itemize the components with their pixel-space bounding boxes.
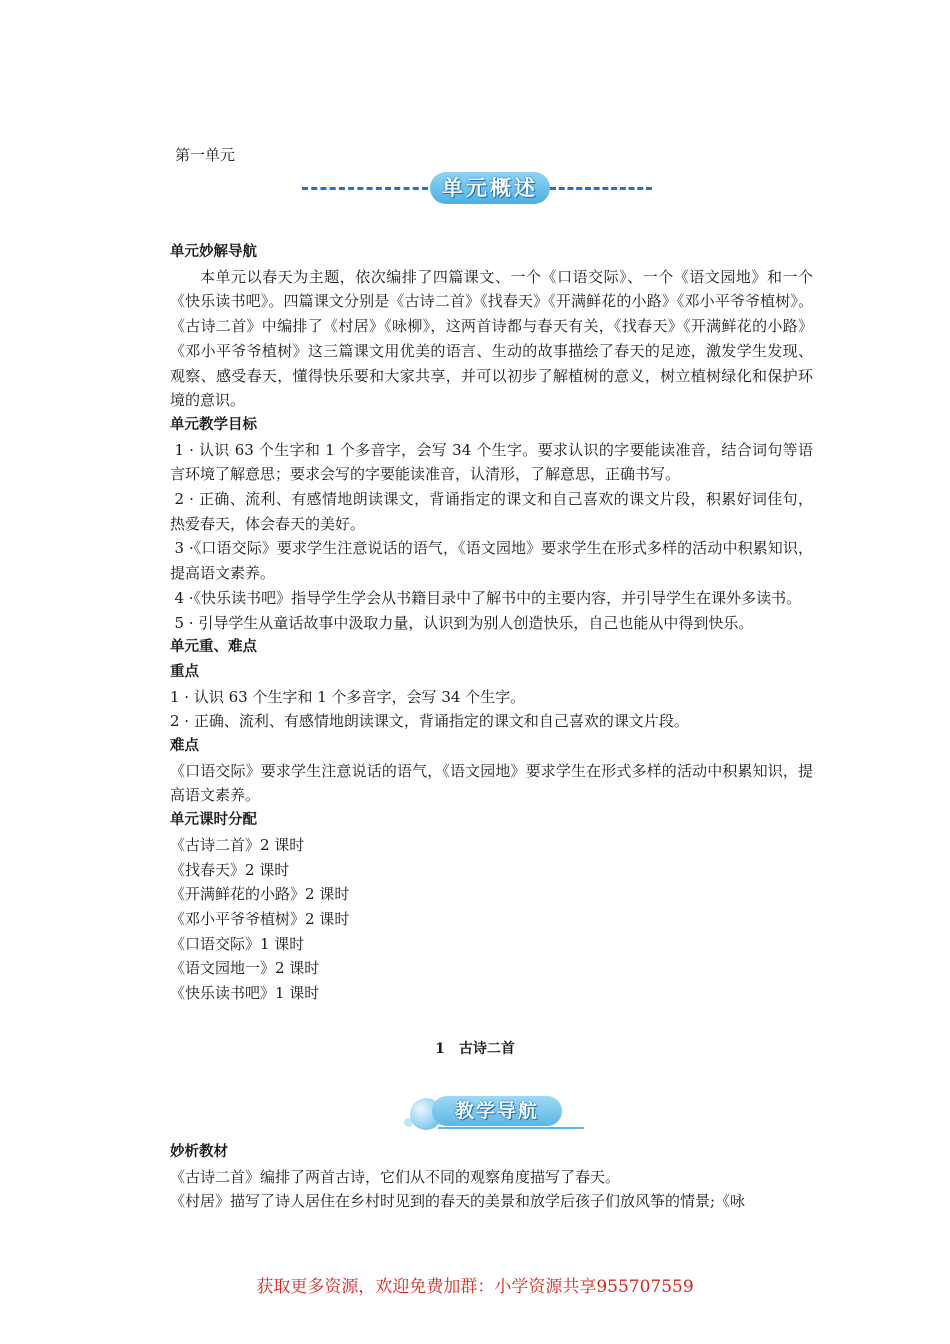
footer-promo: 获取更多资源，欢迎免费加群：小学资源共享955707559 (256, 1277, 694, 1297)
hours-item: 《语文园地一》2 课时 (170, 959, 320, 978)
key-point: 2 · 正确、流利、有感情地朗读课文，背诵指定的课文和自己喜欢的课文片段。 (170, 712, 689, 731)
key-heading: 单元重、难点 (170, 639, 257, 656)
goal-item: 2 · 正确、流利、有感情地朗读课文，背诵指定的课文和自己喜欢的课文片段，积累好词佳句，热爱春天，体会春天的美好。 (170, 490, 813, 533)
unit-overview-banner (302, 172, 652, 206)
unit-label: 第一单元 (175, 146, 236, 164)
key-subheading: 重点 (170, 663, 199, 680)
analysis-line: 《古诗二首》编排了两首古诗，它们从不同的观察角度描写了春天。 (170, 1167, 621, 1186)
goal-item: 3 ·《口语交际》要求学生注意说话的语气，《语文园地》要求学生在形式多样的活动中积累知识，提高语文素养。 (170, 539, 813, 583)
banner-title: 单元概述 (430, 172, 550, 204)
difficult-paragraph: 《口语交际》要求学生注意说话的语气，《语文园地》要求学生在形式多样的活动中积累知识，提高语文素养。 (170, 761, 813, 805)
analysis-line: 《村居》描写了诗人居住在乡村时见到的春天的美景和放学后孩子们放风筝的情景;《咏 (170, 1192, 746, 1211)
lesson-number: 1 (435, 1041, 445, 1057)
hours-item: 《古诗二首》2 课时 (170, 835, 305, 854)
hours-item: 《找春天》2 课时 (170, 860, 290, 879)
goal-item: 4 ·《快乐读书吧》指导学生学会从书籍目录中了解书中的主要内容，并引导学生在课外多读书。 (174, 588, 802, 607)
lesson-title: 古诗二首 (458, 1041, 515, 1057)
hours-item: 《口语交际》1 课时 (170, 934, 305, 953)
analysis-heading: 妙析教材 (170, 1144, 228, 1160)
hours-item: 《开满鲜花的小路》2 课时 (170, 885, 350, 904)
banner-dash-left (302, 187, 428, 193)
hours-heading: 单元课时分配 (170, 812, 257, 829)
lesson-heading (0, 1038, 950, 1058)
hours-item: 《邓小平爷爷植树》2 课时 (170, 909, 350, 928)
difficult-subheading: 难点 (170, 738, 199, 755)
hours-item: 《快乐读书吧》1 课时 (170, 984, 320, 1003)
unit-overview-content (170, 240, 813, 1006)
teaching-guide-title: 教学导航 (432, 1096, 562, 1126)
banner-dash-right (550, 187, 652, 193)
key-point: 1 · 认识 63 个生字和 1 个多音字，会写 34 个生字。 (170, 687, 526, 706)
teaching-guide-banner (404, 1094, 584, 1132)
goals-heading: 单元教学目标 (170, 416, 257, 433)
nav-paragraph: 本单元以春天为主题，依次编排了四篇课文、一个《口语交际》、一个《语文园地》和一个《快乐读书吧》。四篇课文分别是《古诗二首》《找春天》《开满鲜花的小路》《邓小平爷爷植树》。《古诗二首》中编排了《村居》《咏柳》，这两首诗都与春天有关，《找春天》《开满鲜花的小路》《邓小平爷爷植树》这三篇课文用优美的语言、生动的故事描绘了春天的足迹，激发学生发现、观察、感受春天，懂得快乐要和大家共享，并可以初步了解植树的意义，树立植树绿化和保护环境的意识。 (170, 267, 813, 410)
nav-heading: 单元妙解导航 (170, 244, 257, 260)
analysis-content (170, 1140, 813, 1214)
goal-item: 1 · 认识 63 个生字和 1 个多音字，会写 34 个生字。要求认识的字要能读准音，结合词句等语言环境了解意思；要求会写的字要能读准音，认清形，了解意思，正确书写。 (170, 440, 813, 484)
banner-underline (438, 1127, 584, 1129)
goal-item: 5 · 引导学生从童话故事中汲取力量，认识到为别人创造快乐，自己也能从中得到快乐。 (174, 613, 754, 632)
